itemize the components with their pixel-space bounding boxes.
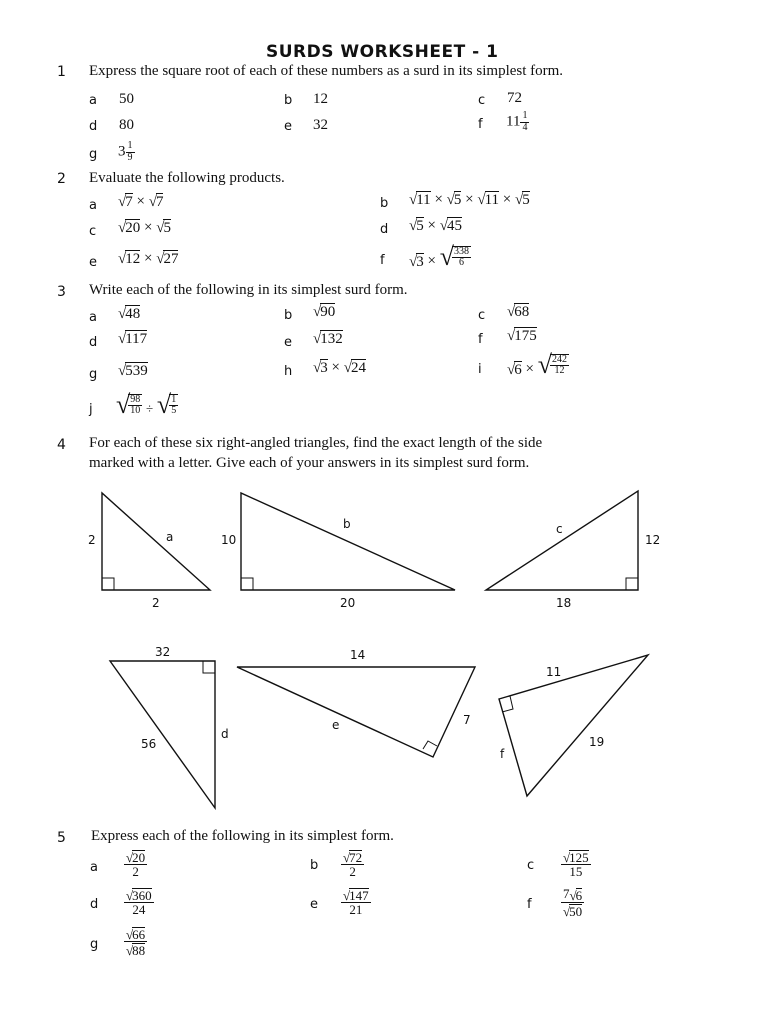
q3-c-expression: √68 — [507, 304, 530, 320]
q5-g-expression: $\frac{√66}{√88}$ — [126, 926, 146, 959]
right-angle-marker-a — [102, 578, 114, 590]
q3-c-label: c — [478, 308, 486, 323]
question-1-number: 1 — [57, 64, 66, 80]
q3-e-expression: √132 — [313, 331, 343, 347]
q1-a-value: 50 — [119, 91, 134, 107]
q3-j-label: j — [89, 402, 93, 417]
q5-d-label: d — [90, 897, 99, 912]
q5-a-label: a — [90, 860, 98, 875]
q3-h-expression: √3 × √24 — [313, 359, 366, 376]
triangle-c-label-hyp: c — [556, 522, 563, 536]
q1-e-label: e — [284, 119, 292, 134]
q3-a-expression: √48 — [118, 306, 141, 322]
triangle-c-label-right: 12 — [645, 533, 661, 547]
q1-b-label: b — [284, 93, 293, 108]
triangle-f-label-top: 11 — [546, 665, 562, 679]
q3-g-label: g — [89, 367, 98, 382]
q3-d-expression: √117 — [118, 331, 148, 347]
right-angle-marker-d — [203, 661, 215, 673]
q2-b-label: b — [380, 196, 389, 211]
question-5-text: Express each of the following in its simplest form. — [91, 828, 394, 844]
triangle-a-label-base: 2 — [152, 596, 160, 610]
q1-b-value: 12 — [313, 91, 328, 107]
q2-d-label: d — [380, 222, 389, 237]
question-4-number: 4 — [57, 437, 66, 453]
q3-g-expression: √539 — [118, 363, 148, 379]
q3-b-expression: √90 — [313, 304, 336, 320]
q1-d-value: 80 — [119, 117, 134, 133]
q3-a-label: a — [89, 310, 97, 325]
question-3-number: 3 — [57, 284, 66, 300]
q2-f-expression: √3 × √ $\frac{338}{6}$ — [409, 242, 469, 271]
triangle-b — [241, 493, 455, 590]
q3-f-label: f — [478, 332, 483, 347]
triangle-f — [499, 655, 648, 796]
q1-g-label: g — [89, 147, 98, 162]
triangle-b-label-left: 10 — [221, 533, 237, 547]
q1-f-label: f — [478, 117, 483, 132]
question-4-text-line-1: For each of these six right-angled triangles, find the exact length of the side — [89, 435, 543, 451]
q1-g-value: 3 $\frac{1}{9}$ — [118, 140, 133, 163]
triangle-e-label-right: 7 — [463, 713, 471, 727]
question-3-text: Write each of the following in its simplest surd form. — [89, 282, 408, 298]
question-1-text: Express the square root of each of these numbers as a surd in its simplest form. — [89, 63, 564, 79]
q5-d-expression: $\frac{√360}{24}$ — [126, 887, 152, 918]
q2-c-expression: √20 × √5 — [118, 219, 171, 236]
q1-e-value: 32 — [313, 117, 328, 133]
q5-b-expression: $\frac{√72}{2}$ — [343, 849, 363, 880]
triangle-c-label-base: 18 — [556, 596, 572, 610]
q2-b-expression: √11 × √5 × √11 × √5 — [409, 191, 530, 208]
q3-e-label: e — [284, 335, 292, 350]
q3-h-label: h — [284, 364, 293, 379]
q5-f-label: f — [527, 897, 532, 912]
triangle-a — [102, 493, 210, 590]
triangle-e — [237, 667, 475, 757]
q3-i-label: i — [478, 362, 482, 377]
question-4-text-line-2: marked with a letter. Give each of your answers in its simplest surd form. — [89, 455, 530, 471]
triangle-d-label-hyp: 56 — [141, 737, 157, 751]
q2-e-label: e — [89, 255, 97, 270]
q2-e-expression: √12 × √27 — [118, 250, 179, 267]
q5-c-label: c — [527, 858, 535, 873]
q5-b-label: b — [310, 858, 319, 873]
q2-f-label: f — [380, 253, 385, 268]
triangle-f-label-hyp: 19 — [589, 735, 605, 749]
triangle-e-label-left: e — [332, 718, 340, 732]
triangle-d — [110, 661, 215, 808]
right-angle-marker-b — [241, 578, 253, 590]
q5-c-expression: $\frac{√125}{15}$ — [563, 849, 589, 880]
q1-a-label: a — [89, 93, 97, 108]
question-5-number: 5 — [57, 830, 66, 846]
page-title: SURDS WORKSHEET - 1 — [266, 42, 499, 62]
q2-d-expression: √5 × √45 — [409, 217, 462, 234]
question-2-number: 2 — [57, 171, 66, 187]
q5-a-expression: $\frac{√20}{2}$ — [126, 849, 146, 880]
right-angle-marker-c — [626, 578, 638, 590]
q5-e-expression: $\frac{√147}{21}$ — [343, 887, 369, 918]
q3-j-expression: √ $\frac{98}{10}$ ÷ √ $\frac{1}{5}$ — [116, 390, 177, 419]
triangle-d-label-top: 32 — [155, 645, 171, 659]
q1-f-value: 11 $\frac{1}{4}$ — [506, 110, 528, 133]
q1-c-label: c — [478, 93, 486, 108]
q2-a-expression: √7 × √7 — [118, 193, 164, 210]
triangle-f-label-left: f — [500, 747, 505, 761]
triangle-d-label-right: d — [221, 727, 229, 741]
triangle-c — [486, 491, 638, 590]
q5-g-label: g — [90, 937, 99, 952]
q1-c-value: 72 — [507, 90, 522, 106]
q1-d-label: d — [89, 119, 98, 134]
question-2-text: Evaluate the following products. — [89, 170, 285, 186]
triangle-b-label-hyp: b — [343, 517, 351, 531]
triangle-a-label-hyp: a — [166, 530, 174, 544]
q2-c-label: c — [89, 224, 97, 239]
q2-a-label: a — [89, 198, 97, 213]
q5-e-label: e — [310, 897, 318, 912]
q3-f-expression: √175 — [507, 328, 537, 344]
q5-f-expression: $\frac{7√6}{√50}$ — [563, 886, 583, 920]
q3-b-label: b — [284, 308, 293, 323]
triangle-a-label-left: 2 — [88, 533, 96, 547]
q3-d-label: d — [89, 335, 98, 350]
right-angle-marker-e — [423, 741, 437, 749]
q3-i-expression: √6 × √ $\frac{242}{12}$ — [507, 350, 567, 379]
triangle-b-label-base: 20 — [340, 596, 356, 610]
right-angle-marker-f — [502, 696, 513, 712]
triangle-e-label-top: 14 — [350, 648, 366, 662]
